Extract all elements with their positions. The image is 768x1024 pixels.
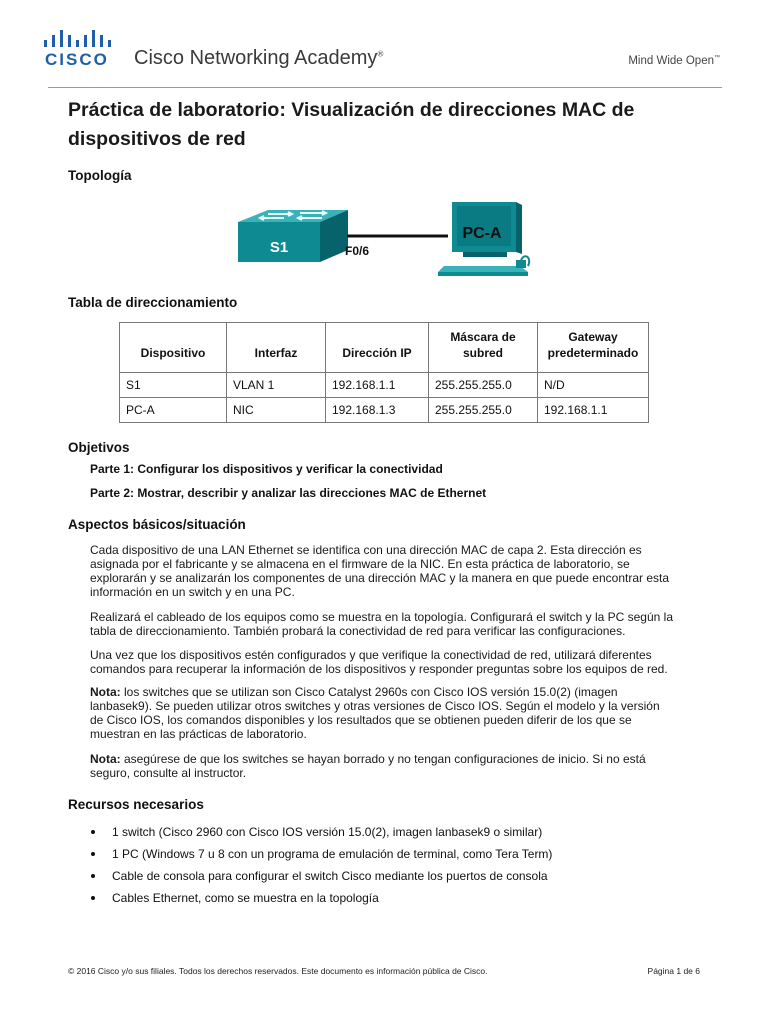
objective-item: Parte 2: Mostrar, describir y analizar las direcciones MAC de Ethernet <box>90 486 487 500</box>
resources-list <box>90 825 710 913</box>
table-cell: NIC <box>227 398 326 423</box>
objectives-heading: Objetivos <box>68 440 130 455</box>
note-label: Nota: <box>90 685 121 699</box>
list-item: 1 PC (Windows 7 u 8 con un programa de emulación de terminal, como Tera Term) <box>90 847 710 869</box>
col-header-gateway: Gateway predeterminado <box>538 323 649 373</box>
table-cell: PC-A <box>120 398 227 423</box>
topology-diagram <box>230 196 540 278</box>
addressing-table <box>119 322 649 423</box>
switch-s1-icon <box>238 210 348 262</box>
table-cell: VLAN 1 <box>227 373 326 398</box>
table-cell: N/D <box>538 373 649 398</box>
background-paragraph: Realizará el cableado de los equipos como se muestra en la topología. Configurará el switch y la PC según la tabla de direccionamiento. También probará la conectividad de red para verificar las configuraciones. <box>90 610 673 638</box>
list-item: Cable de consola para configurar el switch Cisco mediante los puertos de consola <box>90 869 710 891</box>
table-cell: S1 <box>120 373 227 398</box>
background-heading: Aspectos básicos/situación <box>68 517 246 532</box>
page-header <box>0 0 768 88</box>
table-cell: 192.168.1.1 <box>326 373 429 398</box>
table-cell: 192.168.1.1 <box>538 398 649 423</box>
col-header-device: Dispositivo <box>120 323 227 373</box>
cisco-logo-bars-icon <box>44 30 114 52</box>
objective-item: Parte 1: Configurar los dispositivos y verificar la conectividad <box>90 462 443 476</box>
page-number: Página 1 de 6 <box>647 966 700 976</box>
table-cell: 192.168.1.3 <box>326 398 429 423</box>
table-cell: 255.255.255.0 <box>429 398 538 423</box>
header-divider <box>48 87 722 88</box>
note-label: Nota: <box>90 752 121 766</box>
switch-label: S1 <box>269 239 289 256</box>
note-paragraph: Nota: asegúrese de que los switches se hayan borrado y no tengan configuraciones de inicio. Si no está seguro, consulte al instructor. <box>90 752 646 780</box>
background-paragraph: Cada dispositivo de una LAN Ethernet se identifica con una dirección MAC de capa 2. Esta dirección es asignada por el fabricante y se almacena en el firmware de la NIC. En esta práctica de laboratorio, se explorarán y se analizarán los componentes de una dirección MAC y la manera en que puede encontrar esta información en un switch y en una PC. <box>90 543 670 599</box>
addressing-table-heading: Tabla de direccionamiento <box>68 295 238 310</box>
pc-label: PC-A <box>462 225 502 242</box>
col-header-ip: Dirección IP <box>326 323 429 373</box>
list-item: 1 switch (Cisco 2960 con Cisco IOS versión 15.0(2), imagen lanbasek9 o similar) <box>90 825 710 847</box>
table-row <box>120 373 649 398</box>
col-header-interface: Interfaz <box>227 323 326 373</box>
cisco-logo-wordmark: CISCO <box>45 50 109 69</box>
link-port-label: F0/6 <box>345 244 370 258</box>
academy-name: Cisco Networking Academy® <box>134 47 384 69</box>
list-item: Cables Ethernet, como se muestra en la topología <box>90 891 710 913</box>
note-paragraph: Nota: los switches que se utilizan son Cisco Catalyst 2960s con Cisco IOS versión 15.0(2) (imagen lanbasek9). Se pueden utilizar otros switches y otras versiones de Cisco IOS. Según el modelo y la versión de Cisco IOS, los comandos disponibles y los resultados que se obtienen pueden diferir de los que se muestran en las prácticas de laboratorio. <box>90 685 660 741</box>
table-header-row <box>120 323 649 373</box>
topology-heading: Topología <box>68 168 132 183</box>
table-row <box>120 398 649 423</box>
col-header-mask: Máscara de subred <box>429 323 538 373</box>
resources-heading: Recursos necesarios <box>68 797 204 812</box>
background-paragraph: Una vez que los dispositivos estén configurados y que verifique la conectividad de red, utilizará diferentes comandos para recuperar la información de los dispositivos y responder preguntas sobre los equipos de red. <box>90 648 668 676</box>
tagline: Mind Wide Open™ <box>628 55 720 67</box>
table-cell: 255.255.255.0 <box>429 373 538 398</box>
page-title: Práctica de laboratorio: Visualización de direcciones MAC de dispositivos de red <box>68 99 635 150</box>
footer-copyright: © 2016 Cisco y/o sus filiales. Todos los derechos reservados. Este documento es información pública de Cisco. <box>68 966 488 976</box>
